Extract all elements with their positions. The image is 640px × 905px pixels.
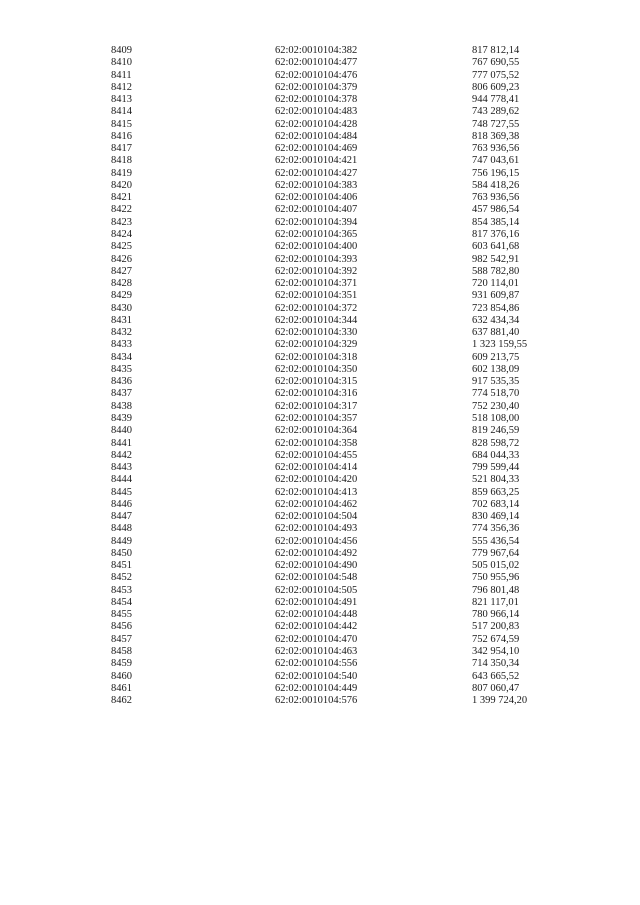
cadastral-number: 62:02:0010104:358 [275,437,358,449]
row-number: 8445 [111,486,132,498]
table-row [111,94,581,106]
table-row [111,229,581,241]
row-number: 8450 [111,547,132,559]
table-row [111,327,581,339]
cadastral-value: 854 385,14 [472,216,520,228]
row-number: 8420 [111,179,132,191]
table-row [111,57,581,69]
cadastral-number: 62:02:0010104:470 [275,633,358,645]
table-row [111,303,581,315]
cadastral-number: 62:02:0010104:505 [275,584,358,596]
row-number: 8418 [111,155,132,167]
cadastral-value: 807 060,47 [472,682,520,694]
row-number: 8424 [111,228,132,240]
cadastral-number: 62:02:0010104:317 [275,400,358,412]
row-number: 8416 [111,130,132,142]
cadastral-value: 774 518,70 [472,388,520,400]
cadastral-number: 62:02:0010104:484 [275,130,358,142]
row-number: 8461 [111,682,132,694]
row-number: 8419 [111,167,132,179]
table-row [111,339,581,351]
row-number: 8451 [111,560,132,572]
table-row [111,585,581,597]
cadastral-number: 62:02:0010104:504 [275,511,358,523]
table-row [111,131,581,143]
row-number: 8442 [111,449,132,461]
cadastral-number: 62:02:0010104:329 [275,339,358,351]
cadastral-number: 62:02:0010104:448 [275,609,358,621]
cadastral-number: 62:02:0010104:378 [275,94,358,106]
row-number: 8430 [111,302,132,314]
cadastral-number: 62:02:0010104:455 [275,449,358,461]
cadastral-number: 62:02:0010104:442 [275,621,358,633]
table-row [111,413,581,425]
cadastral-value: 603 641,68 [472,241,520,253]
cadastral-number: 62:02:0010104:379 [275,81,358,93]
cadastral-value: 750 955,96 [472,572,520,584]
table-row [111,450,581,462]
table-row [111,168,581,180]
table-row [111,474,581,486]
cadastral-value: 584 418,26 [472,179,520,191]
table-row [111,70,581,82]
cadastral-number: 62:02:0010104:350 [275,363,358,375]
cadastral-value: 818 369,38 [472,130,520,142]
table-row [111,192,581,204]
cadastral-value: 505 015,02 [472,560,520,572]
cadastral-value: 637 881,40 [472,327,520,339]
cadastral-value: 752 230,40 [472,400,520,412]
row-number: 8417 [111,143,132,155]
cadastral-number: 62:02:0010104:421 [275,155,358,167]
cadastral-value: 779 967,64 [472,547,520,559]
table-row [111,425,581,437]
cadastral-number: 62:02:0010104:406 [275,192,358,204]
table-row [111,695,581,707]
row-number: 8454 [111,596,132,608]
row-number: 8413 [111,94,132,106]
cadastral-value: 756 196,15 [472,167,520,179]
cadastral-value: 828 598,72 [472,437,520,449]
cadastral-number: 62:02:0010104:428 [275,118,358,130]
table-row [111,560,581,572]
table-row [111,523,581,535]
cadastral-number: 62:02:0010104:490 [275,560,358,572]
table-row [111,634,581,646]
row-number: 8439 [111,412,132,424]
row-number: 8431 [111,314,132,326]
table-row [111,45,581,57]
table-row [111,143,581,155]
cadastral-number: 62:02:0010104:407 [275,204,358,216]
table-row [111,683,581,695]
table-row [111,487,581,499]
cadastral-number: 62:02:0010104:315 [275,376,358,388]
cadastral-number: 62:02:0010104:556 [275,658,358,670]
cadastral-value: 684 044,33 [472,449,520,461]
row-number: 8443 [111,462,132,474]
cadastral-value: 588 782,80 [472,265,520,277]
cadastral-value: 830 469,14 [472,511,520,523]
cadastral-number: 62:02:0010104:393 [275,253,358,265]
cadastral-number: 62:02:0010104:316 [275,388,358,400]
cadastral-number: 62:02:0010104:492 [275,547,358,559]
cadastral-number: 62:02:0010104:330 [275,327,358,339]
cadastral-value: 931 609,87 [472,290,520,302]
row-number: 8437 [111,388,132,400]
row-number: 8462 [111,695,132,707]
cadastral-number: 62:02:0010104:463 [275,646,358,658]
cadastral-value: 609 213,75 [472,351,520,363]
row-number: 8435 [111,363,132,375]
row-number: 8459 [111,658,132,670]
row-number: 8410 [111,57,132,69]
cadastral-number: 62:02:0010104:392 [275,265,358,277]
cadastral-value: 817 376,16 [472,228,520,240]
cadastral-number: 62:02:0010104:400 [275,241,358,253]
cadastral-number: 62:02:0010104:372 [275,302,358,314]
table-row [111,376,581,388]
cadastral-value: 767 690,55 [472,57,520,69]
cadastral-value: 720 114,01 [472,278,519,290]
cadastral-number: 62:02:0010104:382 [275,45,358,56]
row-number: 8440 [111,425,132,437]
cadastral-number: 62:02:0010104:469 [275,143,358,155]
cadastral-number: 62:02:0010104:462 [275,498,358,510]
cadastral-value: 806 609,23 [472,81,520,93]
row-number: 8415 [111,118,132,130]
table-row [111,621,581,633]
cadastral-number: 62:02:0010104:414 [275,462,358,474]
cadastral-value: 777 075,52 [472,69,520,81]
table-row [111,597,581,609]
cadastral-value: 602 138,09 [472,363,520,375]
row-number: 8409 [111,45,132,56]
row-number: 8423 [111,216,132,228]
row-number: 8428 [111,278,132,290]
row-number: 8452 [111,572,132,584]
row-number: 8438 [111,400,132,412]
cadastral-value: 702 683,14 [472,498,520,510]
cadastral-number: 62:02:0010104:394 [275,216,358,228]
cadastral-number: 62:02:0010104:576 [275,695,358,707]
cadastral-value: 917 535,35 [472,376,520,388]
row-number: 8444 [111,474,132,486]
table-row [111,671,581,683]
cadastral-number: 62:02:0010104:477 [275,57,358,69]
table-row [111,82,581,94]
table-row [111,204,581,216]
table-row [111,217,581,229]
row-number: 8456 [111,621,132,633]
table-row [111,658,581,670]
cadastral-number: 62:02:0010104:318 [275,351,358,363]
cadastral-number: 62:02:0010104:548 [275,572,358,584]
cadastral-value: 1 399 724,20 [472,695,528,707]
cadastral-value: 748 727,55 [472,118,520,130]
cadastral-value: 517 200,83 [472,621,520,633]
cadastral-number: 62:02:0010104:365 [275,228,358,240]
table-row [111,401,581,413]
row-number: 8433 [111,339,132,351]
row-number: 8457 [111,633,132,645]
cadastral-number: 62:02:0010104:344 [275,314,358,326]
row-number: 8441 [111,437,132,449]
cadastral-number: 62:02:0010104:364 [275,425,358,437]
row-number: 8414 [111,106,132,118]
cadastral-value: 821 117,01 [472,596,519,608]
cadastral-value: 743 289,62 [472,106,520,118]
cadastral-value: 763 936,56 [472,143,520,155]
cadastral-value: 817 812,14 [472,45,520,56]
row-number: 8434 [111,351,132,363]
cadastral-value: 774 356,36 [472,523,520,535]
cadastral-number: 62:02:0010104:540 [275,670,358,682]
cadastral-number: 62:02:0010104:371 [275,278,358,290]
cadastral-value: 714 350,34 [472,658,520,670]
row-number: 8453 [111,584,132,596]
cadastral-number: 62:02:0010104:493 [275,523,358,535]
row-number: 8411 [111,69,132,81]
cadastral-value: 632 434,34 [472,314,520,326]
table-row [111,548,581,560]
cadastral-number: 62:02:0010104:383 [275,179,358,191]
cadastral-value: 763 936,56 [472,192,520,204]
row-number: 8449 [111,535,132,547]
cadastral-number: 62:02:0010104:483 [275,106,358,118]
cadastral-value: 555 436,54 [472,535,520,547]
table-row [111,438,581,450]
table-row [111,388,581,400]
row-number: 8425 [111,241,132,253]
cadastral-value: 518 108,00 [472,412,520,424]
row-number: 8455 [111,609,132,621]
cadastral-value: 643 665,52 [472,670,520,682]
cadastral-number: 62:02:0010104:491 [275,596,358,608]
table-row [111,364,581,376]
cadastral-value: 799 599,44 [472,462,520,474]
row-number: 8436 [111,376,132,388]
row-number: 8446 [111,498,132,510]
cadastral-number: 62:02:0010104:420 [275,474,358,486]
row-number: 8448 [111,523,132,535]
table-row [111,290,581,302]
cadastral-number: 62:02:0010104:357 [275,412,358,424]
cadastral-value: 723 854,86 [472,302,520,314]
table-row [111,278,581,290]
table-row [111,106,581,118]
cadastral-value: 796 801,48 [472,584,520,596]
table-row [111,536,581,548]
cadastral-value: 752 674,59 [472,633,520,645]
cadastral-number: 62:02:0010104:476 [275,69,358,81]
table-row [111,180,581,192]
row-number: 8432 [111,327,132,339]
table-row [111,352,581,364]
table-row [111,266,581,278]
cadastral-value: 457 986,54 [472,204,520,216]
row-number: 8426 [111,253,132,265]
row-number: 8421 [111,192,132,204]
table-row [111,572,581,584]
cadastral-number: 62:02:0010104:449 [275,682,358,694]
cadastral-value: 747 043,61 [472,155,520,167]
cadastral-number: 62:02:0010104:351 [275,290,358,302]
cadastral-value: 982 542,91 [472,253,520,265]
cadastral-value: 859 663,25 [472,486,520,498]
table-row [111,119,581,131]
table-row [111,254,581,266]
row-number: 8447 [111,511,132,523]
table-row [111,155,581,167]
cadastral-value: 521 804,33 [472,474,520,486]
cadastral-value-table [111,45,581,707]
cadastral-number: 62:02:0010104:427 [275,167,358,179]
table-row [111,609,581,621]
cadastral-number: 62:02:0010104:413 [275,486,358,498]
cadastral-value: 944 778,41 [472,94,520,106]
table-row [111,241,581,253]
cadastral-value: 342 954,10 [472,646,520,658]
table-row [111,462,581,474]
table-row [111,315,581,327]
table-row [111,499,581,511]
table-row [111,646,581,658]
cadastral-value: 1 323 159,55 [472,339,528,351]
row-number: 8429 [111,290,132,302]
row-number: 8460 [111,670,132,682]
row-number: 8458 [111,646,132,658]
row-number: 8412 [111,81,132,93]
row-number: 8427 [111,265,132,277]
cadastral-value: 780 966,14 [472,609,520,621]
cadastral-value: 819 246,59 [472,425,520,437]
table-row [111,511,581,523]
row-number: 8422 [111,204,132,216]
cadastral-number: 62:02:0010104:456 [275,535,358,547]
